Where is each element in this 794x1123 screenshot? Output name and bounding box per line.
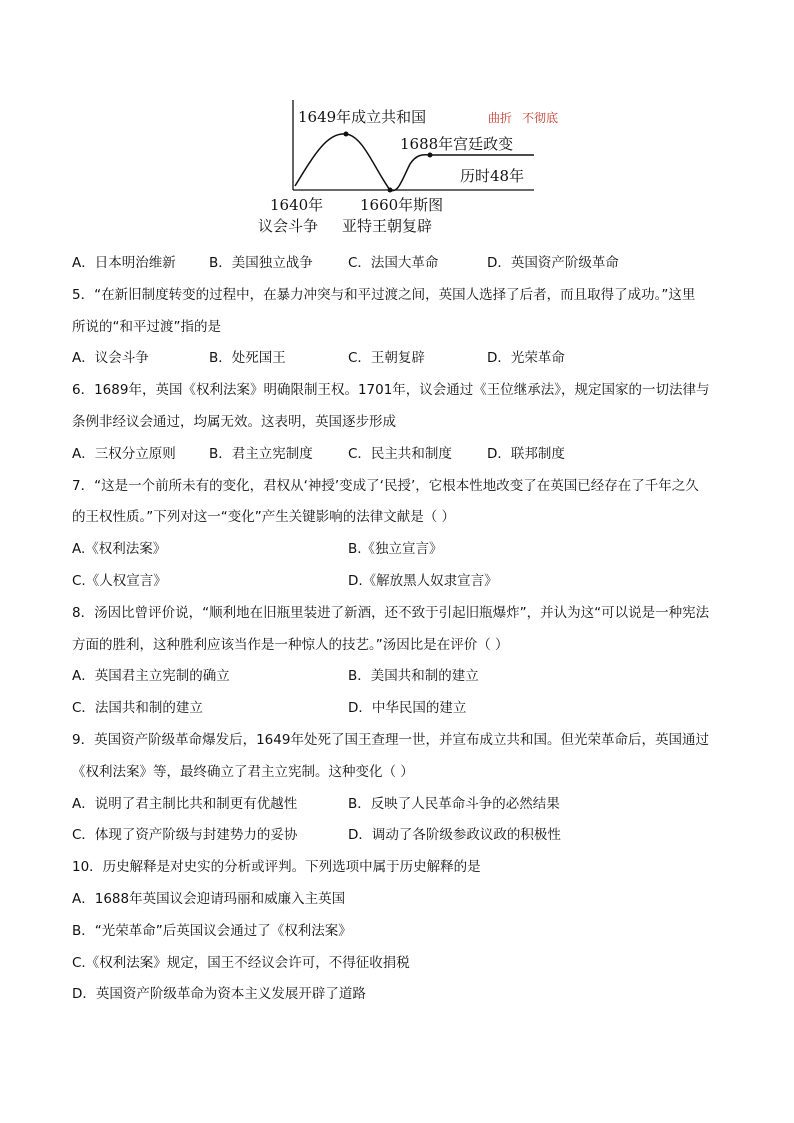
q4-option-a[interactable]: A．日本明治维新 [72,255,176,271]
q6-option-d[interactable]: D．联邦制度 [487,445,565,462]
q10-option-a[interactable]: A．1688年英国议会迎请玛丽和威廉入主英国 [72,890,346,907]
point-1660 [388,188,393,193]
q9-option-a[interactable]: A．说明了君主制比共和制更有优越性 [72,795,298,812]
q4-option-b[interactable]: B．美国独立战争 [209,255,313,271]
q6-option-b[interactable]: B．君主立宪制度 [209,445,313,462]
q5-option-a[interactable]: A．议会斗争 [72,350,149,367]
q9-options-row1 [72,789,732,821]
q8-option-d[interactable]: D．中华民国的建立 [348,700,467,717]
q7-options-row1 [72,534,732,566]
q7-option-c[interactable]: C.《人权宣言》 [72,572,167,589]
label-duration: 历时48年 [460,167,525,185]
q5-stem: 5．“在新旧制度转变的过程中，在暴力冲突与和平过渡之间，英国人选择了后者，而且取得了成功。”这里 [72,286,696,303]
q8-options-row2 [72,693,732,725]
q5-options [72,343,732,375]
q10-option-b[interactable]: B．“光荣革命”后英国议会通过了《权利法案》 [72,922,352,939]
note-twist: 曲折 [488,111,513,125]
q5-option-d[interactable]: D．光荣革命 [487,350,565,367]
q8-option-c[interactable]: C．法国共和制的建立 [72,700,203,717]
q8-option-b[interactable]: B．美国共和制的建立 [348,668,479,685]
q8-option-a[interactable]: A．英国君主立宪制的确立 [72,668,230,685]
q7-option-b[interactable]: B.《独立宣言》 [348,541,443,558]
label-1660-event: 亚特王朝复辟 [342,217,433,235]
q8-stem-cont: 方面的胜利，这种胜利应该当作是一种惊人的技艺。”汤因比是在评价（ ） [72,636,509,653]
q9-option-b[interactable]: B．反映了人民革命斗争的必然结果 [348,795,560,812]
point-1649 [344,132,349,137]
q10-option-c[interactable]: C.《权利法案》规定，国王不经议会许可，不得征收捐税 [72,954,410,971]
q4-option-d[interactable]: D．英国资产阶级革命 [487,255,619,271]
q6-option-c[interactable]: C．民主共和制度 [348,445,452,462]
q5-option-b[interactable]: B．处死国王 [209,350,286,367]
q4-options [72,248,732,280]
q10-stem: 10．历史解释是对史实的分析或评判。下列选项中属于历史解释的是 [72,859,481,876]
q6-options [72,439,732,471]
q10-option-d[interactable]: D．英国资产阶级革命为资本主义发展开辟了道路 [72,986,366,1003]
label-1640-year: 1640年 [270,196,324,214]
q9-option-d[interactable]: D．调动了各阶级参政议政的积极性 [348,827,561,844]
q6-stem-cont: 条例非经议会通过，均属无效。这表明，英国逐步形成 [72,413,396,430]
q9-options-row2 [72,820,732,852]
q9-stem-cont: 《权利法案》等，最终确立了君主立宪制。这种变化（ ） [72,763,414,780]
q7-option-a[interactable]: A.《权利法案》 [72,541,167,558]
q4-option-c[interactable]: C．法国大革命 [348,255,439,271]
label-1640-event: 议会斗争 [258,217,319,235]
q7-option-d[interactable]: D.《解放黑人奴隶宣言》 [348,572,498,589]
q6-option-a[interactable]: A．三权分立原则 [72,445,176,462]
q9-stem: 9．英国资产阶级革命爆发后，1649年处死了国王查理一世，并宣布成立共和国。但光荣革命后，英国通过 [72,731,709,748]
label-1649: 1649年成立共和国 [298,108,427,126]
q5-option-c[interactable]: C．王朝复辟 [348,350,425,367]
question-list [72,248,732,1011]
revolution-timeline-diagram [250,98,559,243]
q7-stem-cont: 的王权性质。”下列对这一“变化”产生关键影响的法律文献是（ ） [72,509,456,526]
q5-stem-cont: 所说的“和平过渡”指的是 [72,318,221,335]
q9-option-c[interactable]: C．体现了资产阶级与封建势力的妥协 [72,827,298,844]
q6-stem: 6．1689年，英国《权利法案》明确限制王权。1701年，议会通过《王位继承法》，规定国家的一切法律与 [72,382,710,399]
label-1660-year: 1660年斯图 [360,196,444,214]
label-1688: 1688年宫廷政变 [400,135,514,153]
q8-options-row1 [72,661,732,693]
note-incomplete: 不彻底 [522,111,559,125]
q8-stem: 8．汤因比曾评价说，“顺利地在旧瓶里装进了新酒，还不致于引起旧瓶爆炸”，并认为这“可以说是一种宪法 [72,604,710,621]
q7-stem: 7．“这是一个前所未有的变化，君权从‘神授’变成了‘民授’，它根本性地改变了在英国已经存在了千年之久 [72,477,699,494]
q7-options-row2 [72,566,732,598]
